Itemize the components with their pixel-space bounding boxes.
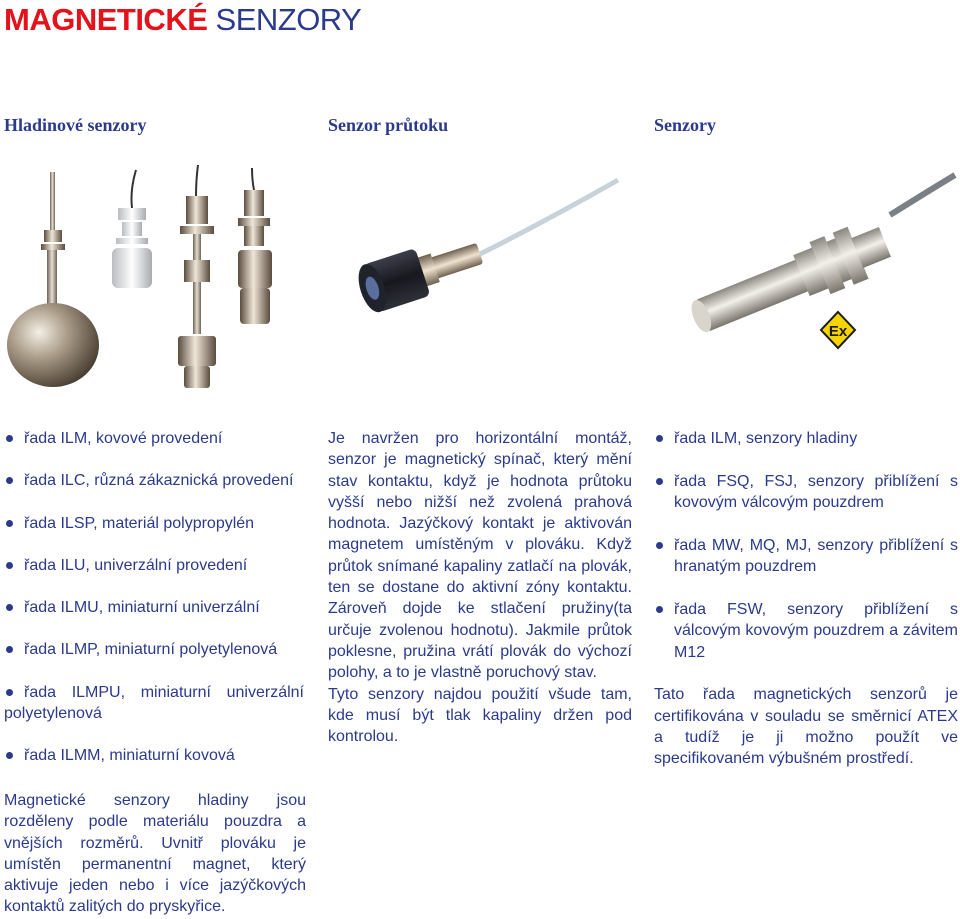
level-sensor-list (4, 428, 304, 767)
list-item: řada FSQ, FSJ, senzory přiblížení s kovovým válcovým pouzdrem (654, 471, 958, 514)
heading-sensors: Senzory (654, 115, 716, 135)
page-title-bold: MAGNETICKÉ (4, 2, 208, 37)
flow-sensor-column (328, 428, 632, 747)
proximity-sensor-photo (650, 160, 960, 360)
list-item: řada ILM, senzory hladiny (654, 428, 958, 449)
atex-description: Tato řada magnetických senzorů je certifikována v souladu se směrnicí ATEX a tudíž je ji možno použít ve specifikovaném výbušném prostředí. (654, 686, 958, 768)
heading-level-sensors: Hladinové senzory (4, 115, 147, 135)
list-item: řada ILC, různá zákaznická provedení (4, 470, 304, 491)
flow-sensor-usage: Tyto senzory najdou použití všude tam, kde musí být tlak kapaliny držen pod kontrolou. (328, 685, 632, 746)
list-item: řada ILMM, miniaturní kovová (4, 745, 304, 766)
level-sensor-description: Magnetické senzory hladiny jsou rozděleny podle materiálu pouzdra a vnějších rozměrů. Uvnitř plováku je umístěn permanentní magnet, který aktivuje jeden nebo i více jazýčkových kontaktů zalitých do pryskyřice. (4, 792, 306, 916)
list-item: řada ILMPU, miniaturní univerzální polyetylenová (4, 682, 304, 725)
list-item: řada ILM, kovové provedení (4, 428, 304, 449)
list-item: řada ILMP, miniaturní polyetylenová (4, 639, 304, 660)
list-item: řada FSW, senzory přiblížení s válcovým kovovým pouzdrem a závitem M12 (654, 599, 958, 663)
list-item: řada ILSP, materiál polypropylén (4, 513, 304, 534)
list-item: řada ILU, univerzální provedení (4, 555, 304, 576)
list-item: řada ILMU, miniaturní univerzální (4, 597, 304, 618)
flow-sensor-description: Je navržen pro horizontální montáž, senzor je magnetický spínač, který mění stav kontaktu, když je hodnota průtoku vyšší nebo nižší než zvolená prahová hodnota. Jazýčkový kontakt je aktivován magnetem umístěným v plováku. Když průtok snímané kapaliny zatlačí na plovák, ten se dostane do aktivní zóny kontaktu. Zároveň dojde ke stlačení pružiny(ta určuje zvolenou hodnotu). Jakmile průtok poklesne, pružina vrátí plovák do výchozí polohy, a to je vlastně poruchový stav. (328, 430, 632, 682)
svg-text:Ex: Ex (828, 323, 848, 340)
list-item: řada MW, MQ, MJ, senzory přiblížení s hranatým pouzdrem (654, 535, 958, 578)
sensors-list (654, 428, 958, 663)
page-title-light: SENZORY (215, 2, 362, 37)
page-title (4, 2, 361, 38)
heading-flow-sensor: Senzor průtoku (328, 115, 449, 135)
atex-ex-icon (821, 312, 855, 348)
level-sensors-photo (0, 160, 320, 420)
flow-sensor-photo (328, 160, 628, 360)
level-sensor-column (4, 428, 304, 788)
sensors-column (654, 428, 958, 770)
